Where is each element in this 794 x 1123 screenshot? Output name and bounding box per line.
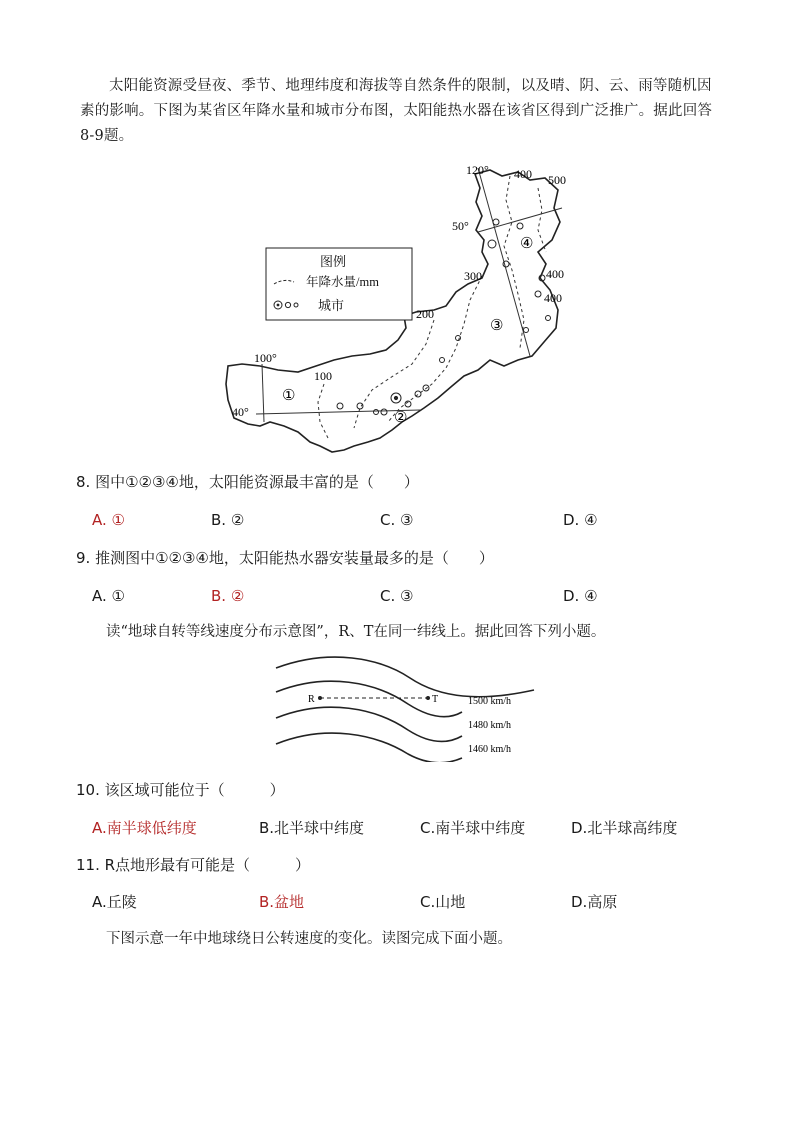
lon-100-line xyxy=(262,364,264,422)
label-r: R xyxy=(308,694,315,705)
q8-option-c[interactable]: C. ③ xyxy=(380,511,414,529)
label-lon-120: 120° xyxy=(466,163,489,177)
q8-stem: 8. 图中①②③④地，太阳能资源最丰富的是（ ） xyxy=(76,473,419,491)
label-iso-400b: 400 xyxy=(546,267,564,281)
rotation-speed-diagram xyxy=(270,652,540,762)
lead-10-11: 读“地球自转等线速度分布示意图”，R、T在同一纬线上。据此回答下列小题。 xyxy=(106,624,606,640)
label-iso-400c: 400 xyxy=(544,291,562,305)
q8-option-d[interactable]: D. ④ xyxy=(563,511,598,529)
point-t xyxy=(426,696,430,700)
label-1500: 1500 km/h xyxy=(468,696,512,707)
isoline-top xyxy=(276,657,534,697)
q10-option-b[interactable]: B.北半球中纬度 xyxy=(259,819,365,837)
label-iso-400a: 400 xyxy=(514,167,532,181)
label-iso-500: 500 xyxy=(548,173,566,187)
label-region-3: ③ xyxy=(490,318,504,334)
intro-paragraph: 太阳能资源受昼夜、季节、地理纬度和海拔等自然条件的限制，以及晴、阴、云、雨等随机因素的影响。下图为某省区年降水量和城市分布图，太阳能热水器在该省区得到广泛推广。据此回答8-9题。 xyxy=(80,78,713,144)
precipitation-city-map xyxy=(220,160,580,460)
lead-next: 下图示意一年中地球绕日公转速度的变化。读图完成下面小题。 xyxy=(106,931,512,947)
legend-title: 图例 xyxy=(320,254,347,269)
q10-stem: 10. 该区域可能位于（ ） xyxy=(76,781,285,799)
q10-option-c[interactable]: C.南半球中纬度 xyxy=(420,819,526,837)
label-iso-100: 100 xyxy=(314,369,332,383)
label-t: T xyxy=(432,694,439,705)
q9-option-b[interactable]: B. ② xyxy=(211,587,245,605)
legend-city: 城市 xyxy=(318,298,345,313)
q10-option-d[interactable]: D.北半球高纬度 xyxy=(571,819,678,837)
label-region-4: ④ xyxy=(520,236,534,252)
label-1480: 1480 km/h xyxy=(468,720,512,731)
q9-option-c[interactable]: C. ③ xyxy=(380,587,414,605)
isohyet-100 xyxy=(318,384,328,438)
q9-option-d[interactable]: D. ④ xyxy=(563,587,598,605)
label-iso-200: 200 xyxy=(416,307,434,321)
legend-precip: 年降水量/mm xyxy=(306,275,379,289)
q9-stem: 9. 推测图中①②③④地，太阳能热水器安装量最多的是（ ） xyxy=(76,549,494,567)
point-r xyxy=(318,696,322,700)
isohyet-500 xyxy=(538,188,546,252)
label-region-2: ② xyxy=(394,410,408,426)
q10-option-a[interactable]: A.南半球低纬度 xyxy=(92,819,197,837)
q11-option-b[interactable]: B.盆地 xyxy=(259,893,305,911)
label-iso-300: 300 xyxy=(464,269,482,283)
q11-option-c[interactable]: C.山地 xyxy=(420,893,466,911)
label-lat-40: 40° xyxy=(232,405,249,419)
q11-option-a[interactable]: A.丘陵 xyxy=(92,893,137,911)
q11-option-d[interactable]: D.高原 xyxy=(571,893,618,911)
q8-option-b[interactable]: B. ② xyxy=(211,511,245,529)
label-lon-100: 100° xyxy=(254,351,277,365)
isoline-1460-line xyxy=(276,733,462,762)
lat-50-line xyxy=(478,208,562,232)
q9-option-a[interactable]: A. ① xyxy=(92,587,125,605)
map-legend xyxy=(266,248,412,320)
label-lat-50: 50° xyxy=(452,219,469,233)
label-region-1: ① xyxy=(282,388,296,404)
label-1460: 1460 km/h xyxy=(468,744,512,755)
q8-option-a[interactable]: A. ① xyxy=(92,511,125,529)
q11-stem: 11. R点地形最有可能是（ ） xyxy=(76,856,311,874)
